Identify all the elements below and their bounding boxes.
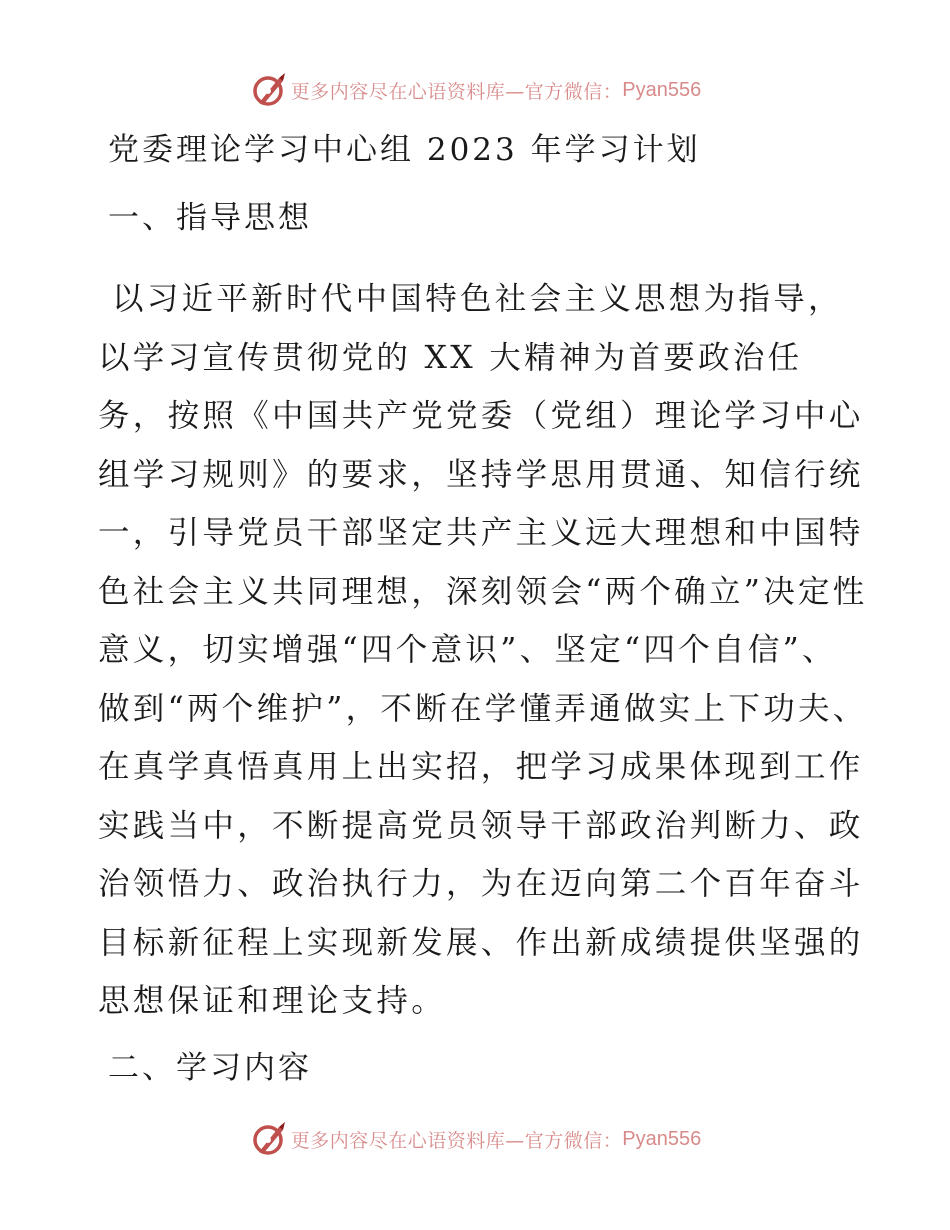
section-heading-study-content: 二、学习内容 [108, 1050, 312, 1086]
watermark-text: 更多内容尽在心语资料库—官方微信： [290, 1129, 623, 1152]
quill-pen-circle-icon [249, 70, 289, 110]
wechat-handle: Pyan556 [622, 78, 702, 101]
watermark-text: 更多内容尽在心语资料库—官方微信： [290, 80, 623, 103]
footer-watermark-banner [0, 1119, 950, 1159]
document-title: 党委理论学习中心组 2023 年学习计划 [108, 132, 701, 168]
section-body-guiding-ideology: 以习近平新时代中国特色社会主义思想为指导，以学习宣传贯彻党的 XX 大精神为首要政治任务，按照《中国共产党党委（党组）理论学习中心组学习规则》的要求，坚持学思用贯通、知信行统一，引导党员干部坚定共产主义远大理想和中国特色社会主义共同理想，深刻领会“两个确立”决定性意义，切实增强“四个意识”、坚定“四个自信”、做到“两个维护”，不断在学懂弄通做实上下功夫、在真学真悟真用上出实招，把学习成果体现到工作实践当中，不断提高党员领导干部政治判断力、政治领悟力、政治执行力，为在迈向第二个百年奋斗目标新征程上实现新发展、作出新成绩提供坚强的思想保证和理论支持。 [98, 281, 868, 1019]
header-watermark-banner [0, 70, 950, 110]
section-heading-guiding-ideology: 一、指导思想 [108, 200, 312, 236]
wechat-handle: Pyan556 [622, 1127, 702, 1150]
quill-pen-circle-icon [249, 1119, 289, 1159]
